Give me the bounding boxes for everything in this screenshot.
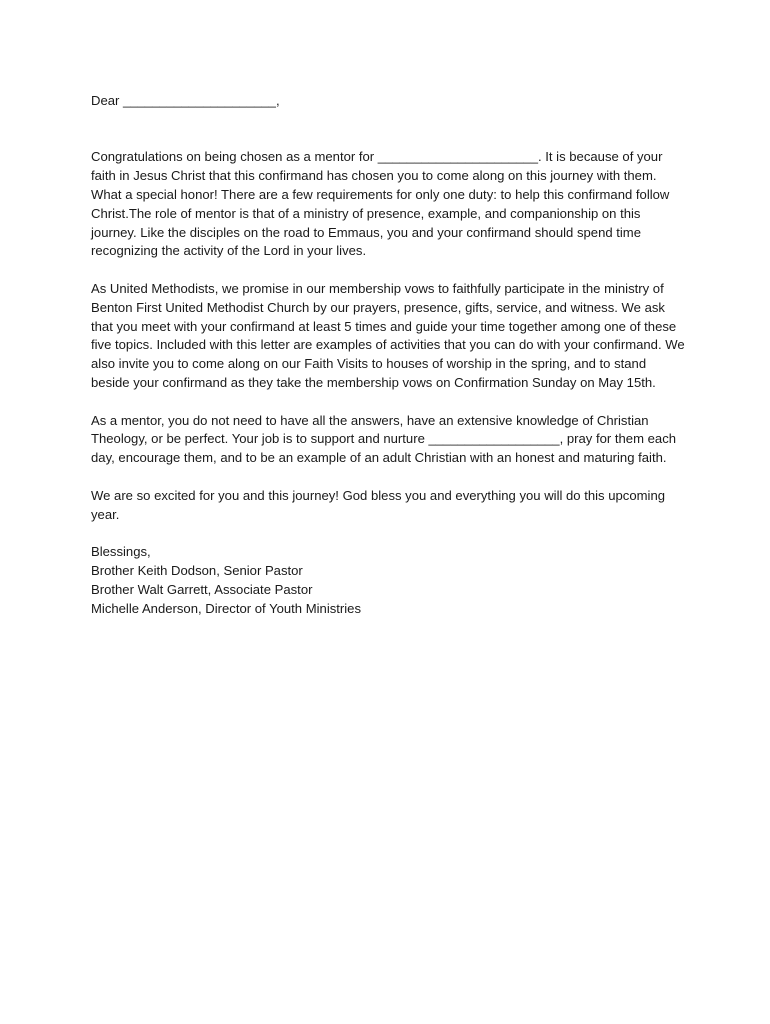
closing-line: Blessings, xyxy=(91,544,151,560)
signatory-senior-pastor: Brother Keith Dodson, Senior Pastor xyxy=(91,562,303,578)
signatory-associate-pastor: Brother Walt Garrett, Associate Pastor xyxy=(91,581,313,597)
signatory-youth-director: Michelle Anderson, Director of Youth Ministries xyxy=(91,600,362,616)
salutation: Dear _____________________, xyxy=(91,93,280,108)
paragraph-congratulations: Congratulations on being chosen as a mentor for ______________________. It is because of your faith in Jesus Christ that this confirmand has chosen you to come along on this journey with them. What a special honor! There are a few requirements for only one duty: to help this confirmand follow Christ.The role of mentor is that of a ministry of presence, example, and companionship on this journey. Like the disciples on the road to Emmaus, you and your confirmand should spend time recognizing the activity of the Lord in your lives. xyxy=(91,149,670,259)
signoff-block xyxy=(91,543,686,618)
paragraph-blessing: We are so excited for you and this journey! God bless you and everything you will do this upcoming year. xyxy=(91,487,666,522)
paragraph-mentor-role: As a mentor, you do not need to have all the answers, have an extensive knowledge of Christian Theology, or be perfect. Your job is to support and nurture __________________, pray for them each day, encourage them, and to be an example of an adult Christian with an honest and maturing faith. xyxy=(91,412,677,466)
letter-body xyxy=(91,92,686,618)
paragraph-membership-vows: As United Methodists, we promise in our membership vows to faithfully participate in the ministry of Benton First United Methodist Church by our prayers, presence, gifts, service, and witness. We ask that you meet with your confirmand at least 5 times and guide your time together among one of these five topics. Included with this letter are examples of activities that you can do with your confirmand. We also invite you to come along on our Faith Visits to houses of worship in the spring, and to stand beside your confirmand as they take the membership vows on Confirmation Sunday on May 15th. xyxy=(91,280,685,390)
